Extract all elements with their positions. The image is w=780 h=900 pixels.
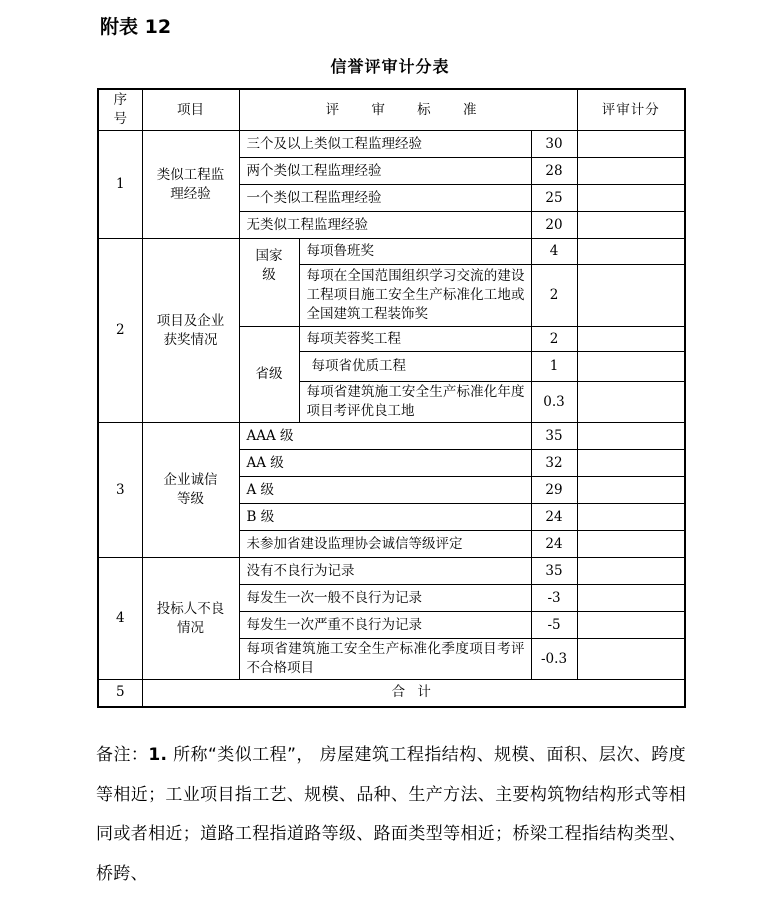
criteria-text: 每项省优质工程: [299, 352, 531, 382]
criteria-points: 24: [531, 531, 577, 558]
score-cell[interactable]: [577, 327, 685, 352]
section-seq: 3: [98, 423, 142, 558]
table-row: [98, 423, 685, 450]
criteria-text: 无类似工程监理经验: [239, 212, 531, 239]
notes-text: 所称“类似工程”， 房屋建筑工程指结构、规模、面积、层次、跨度等相近；工业项目指工艺、规模、品种、生产方法、主要构筑物结构形式等相同或者相近；道路工程指道路等级、路面类型等相近；桥梁工程指结构类型、桥跨、: [96, 745, 686, 884]
table-title: 信誉评审计分表: [330, 57, 450, 76]
table-row: [98, 131, 685, 158]
criteria-points: -0.3: [531, 639, 577, 680]
score-cell[interactable]: [577, 265, 685, 327]
criteria-text: 每项芙蓉奖工程: [299, 327, 531, 352]
criteria-text: 每项在全国范围组织学习交流的建设工程项目施工安全生产标准化工地或全国建筑工程装饰奖: [299, 265, 531, 327]
section-seq: 1: [98, 131, 142, 239]
score-cell[interactable]: [577, 239, 685, 265]
header-seq: 序号: [98, 89, 142, 131]
criteria-points: 35: [531, 423, 577, 450]
score-cell[interactable]: [577, 612, 685, 639]
section-item: 项目及企业获奖情况: [142, 239, 239, 423]
criteria-points: 30: [531, 131, 577, 158]
score-cell[interactable]: [577, 639, 685, 680]
criteria-text: 未参加省建设监理协会诚信等级评定: [239, 531, 531, 558]
total-seq: 5: [98, 680, 142, 707]
criteria-points: 2: [531, 265, 577, 327]
criteria-text: 三个及以上类似工程监理经验: [239, 131, 531, 158]
total-label: 合 计: [142, 680, 685, 707]
criteria-text: B 级: [239, 504, 531, 531]
criteria-text: 每项省建筑施工安全生产标准化年度项目考评优良工地: [299, 382, 531, 423]
score-cell[interactable]: [577, 477, 685, 504]
header-score: 评审计分: [577, 89, 685, 131]
notes-prefix: 备注：: [96, 745, 149, 765]
criteria-points: 32: [531, 450, 577, 477]
criteria-text: AA 级: [239, 450, 531, 477]
table-row: [98, 558, 685, 585]
criteria-text: 每发生一次严重不良行为记录: [239, 612, 531, 639]
criteria-text: A 级: [239, 477, 531, 504]
criteria-points: 4: [531, 239, 577, 265]
criteria-text: 一个类似工程监理经验: [239, 185, 531, 212]
score-cell[interactable]: [577, 352, 685, 382]
score-cell[interactable]: [577, 504, 685, 531]
criteria-points: 29: [531, 477, 577, 504]
criteria-points: 1: [531, 352, 577, 382]
notes-number: 1.: [148, 745, 168, 765]
award-level: 国家级: [239, 239, 299, 327]
header-row: [98, 89, 685, 131]
criteria-points: 2: [531, 327, 577, 352]
criteria-points: 24: [531, 504, 577, 531]
criteria-text: 没有不良行为记录: [239, 558, 531, 585]
score-cell[interactable]: [577, 423, 685, 450]
section-item: 投标人不良情况: [142, 558, 239, 680]
criteria-points: -5: [531, 612, 577, 639]
score-cell[interactable]: [577, 531, 685, 558]
score-cell[interactable]: [577, 131, 685, 158]
score-cell[interactable]: [577, 450, 685, 477]
criteria-points: -3: [531, 585, 577, 612]
criteria-points: 35: [531, 558, 577, 585]
criteria-points: 25: [531, 185, 577, 212]
criteria-points: 0.3: [531, 382, 577, 423]
criteria-text: 每项鲁班奖: [299, 239, 531, 265]
criteria-text: AAA 级: [239, 423, 531, 450]
score-cell[interactable]: [577, 185, 685, 212]
score-cell[interactable]: [577, 212, 685, 239]
score-cell[interactable]: [577, 558, 685, 585]
score-cell[interactable]: [577, 382, 685, 423]
score-cell[interactable]: [577, 158, 685, 185]
header-item: 项目: [142, 89, 239, 131]
header-criteria: 评 审 标 准: [239, 89, 577, 131]
section-item: 企业诚信等级: [142, 423, 239, 558]
criteria-text: 每发生一次一般不良行为记录: [239, 585, 531, 612]
criteria-text: 每项省建筑施工安全生产标准化季度项目考评不合格项目: [239, 639, 531, 680]
criteria-points: 20: [531, 212, 577, 239]
criteria-text: 两个类似工程监理经验: [239, 158, 531, 185]
section-seq: 4: [98, 558, 142, 680]
section-seq: 2: [98, 239, 142, 423]
appendix-label: 附表 12: [100, 16, 172, 38]
table-row: [98, 239, 685, 265]
award-level: 省级: [239, 327, 299, 423]
section-item: 类似工程监理经验: [142, 131, 239, 239]
total-row: [98, 680, 685, 707]
criteria-points: 28: [531, 158, 577, 185]
score-cell[interactable]: [577, 585, 685, 612]
notes: [96, 736, 686, 894]
credit-score-table: [97, 88, 686, 708]
